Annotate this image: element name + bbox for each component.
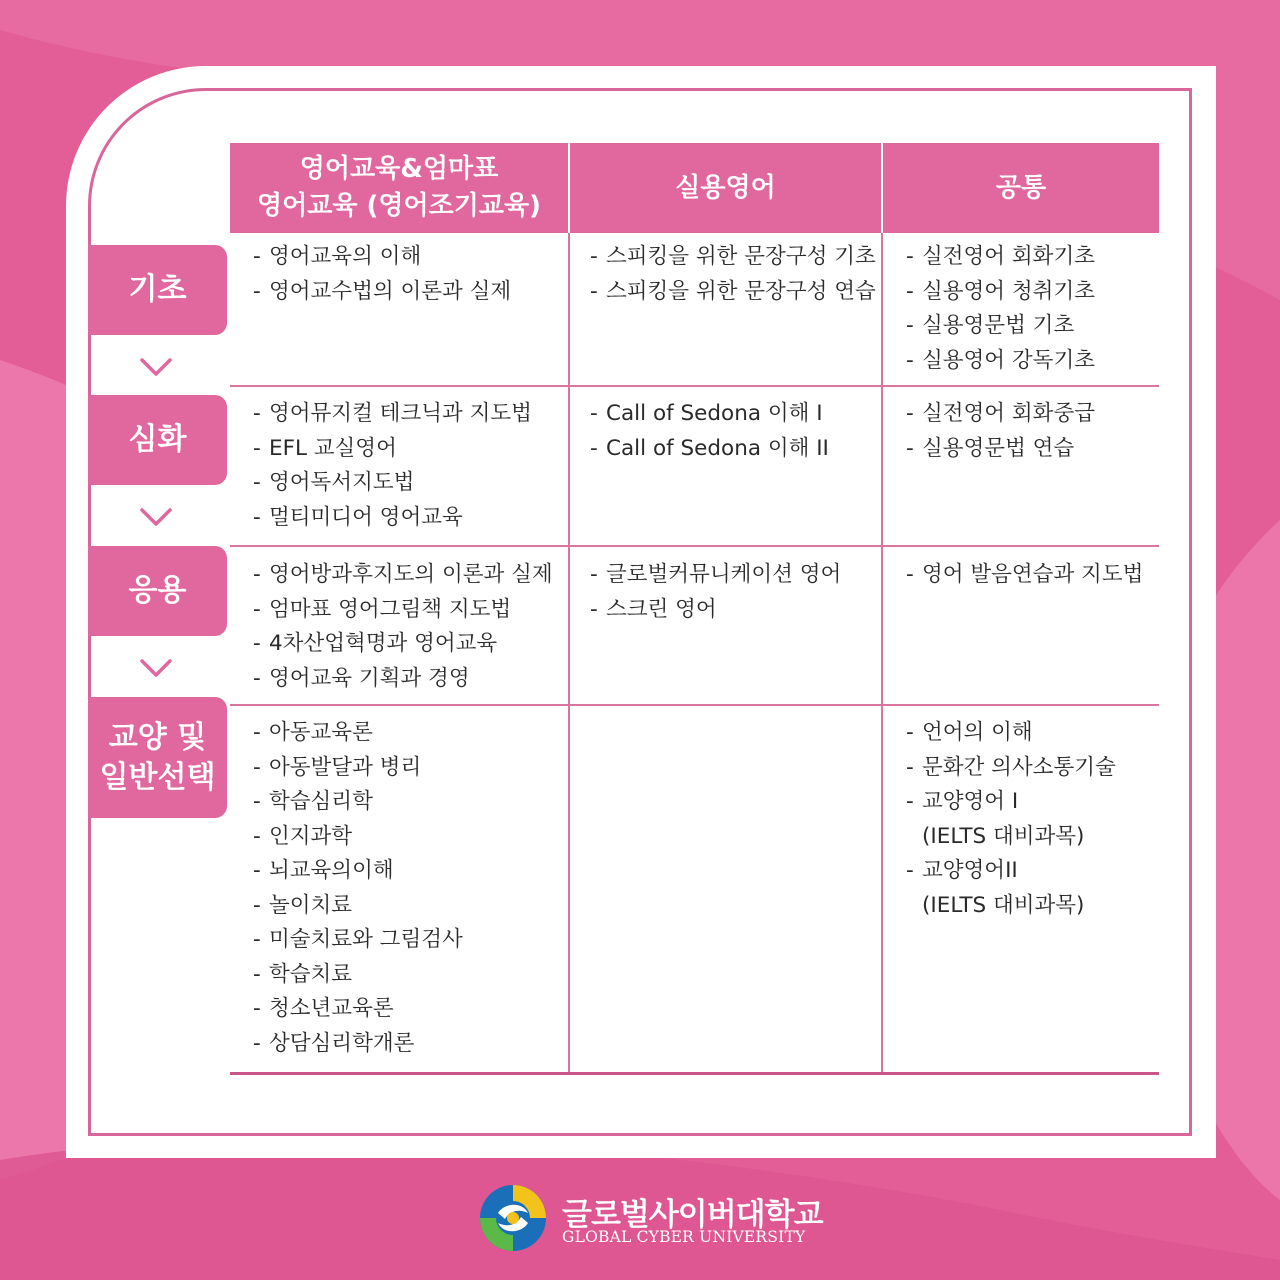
bullet-dash: - [253, 631, 261, 656]
cell-basic-practical-english [590, 240, 876, 309]
course-name: 실용영어 강독기초 [922, 347, 1095, 373]
bullet-dash: - [906, 858, 914, 883]
bullet-dash: - [253, 665, 261, 691]
course-list [253, 558, 563, 696]
course-name: 놀이치료 [269, 892, 353, 918]
bullet-dash: - [253, 858, 261, 883]
course-name: 상담심리학개론 [269, 1030, 415, 1056]
course-name: 아동교육론 [269, 720, 373, 745]
course-item [590, 275, 876, 310]
bullet-dash: - [253, 244, 261, 269]
course-item [253, 785, 563, 820]
course-name: 4차산업혁명과 영어교육 [269, 631, 498, 656]
course-item [906, 854, 1156, 889]
chevron-down-icon [139, 506, 173, 528]
course-item [253, 923, 563, 958]
bullet-dash: - [253, 996, 261, 1021]
column-header-common: 공통 [883, 143, 1159, 233]
cell-applied-common [906, 558, 1156, 593]
chevron-down-icon [139, 657, 173, 679]
course-item [906, 432, 1156, 467]
course-list [253, 716, 563, 1061]
course-name: 영어교육 기획과 경영 [269, 665, 470, 691]
course-name: 교양영어II [922, 858, 1018, 883]
course-item [590, 558, 876, 593]
university-logo [478, 1183, 823, 1255]
course-list [906, 240, 1156, 378]
course-list [590, 558, 876, 627]
row-divider [230, 545, 1159, 547]
bullet-dash: - [253, 720, 261, 745]
course-name: 뇌교육의이해 [269, 858, 394, 883]
bullet-dash: - [590, 562, 598, 587]
course-name: (IELTS 대비과목) [922, 892, 1085, 918]
course-item [590, 397, 876, 432]
course-name: 아동발달과 병리 [269, 754, 422, 780]
course-name: 엄마표 영어그림책 지도법 [269, 596, 512, 622]
table-bottom-border [230, 1072, 1159, 1075]
bullet-dash: - [253, 927, 261, 952]
stage-label-basic: 기초 [88, 245, 227, 335]
course-item [906, 716, 1156, 751]
course-name: 학습치료 [269, 961, 353, 987]
bullet-dash: - [590, 596, 598, 622]
course-item [253, 397, 563, 432]
bullet-dash: - [906, 789, 914, 814]
bullet-dash: - [253, 789, 261, 814]
course-name: 언어의 이해 [922, 720, 1033, 745]
course-item [253, 558, 563, 593]
cell-advanced-common [906, 397, 1156, 466]
bullet-dash: - [253, 470, 261, 495]
course-item [906, 344, 1156, 379]
cell-electives-common [906, 716, 1156, 923]
bullet-dash: - [906, 244, 914, 269]
course-item [253, 432, 563, 467]
course-name: 영어방과후지도의 이론과 실제 [269, 562, 553, 587]
course-list [906, 716, 1156, 923]
bullet-dash: - [253, 401, 261, 426]
course-item [253, 466, 563, 501]
course-name: EFL 교실영어 [269, 435, 397, 461]
bullet-dash: - [253, 278, 261, 304]
course-name: 청소년교육론 [269, 996, 394, 1021]
course-item [253, 662, 563, 697]
course-item [906, 275, 1156, 310]
course-item [906, 558, 1156, 593]
column-divider [881, 233, 883, 1073]
course-name: Call of Sedona 이해 I [606, 401, 823, 426]
course-list [590, 397, 876, 466]
course-item [590, 432, 876, 467]
stage-label-applied: 응용 [88, 546, 227, 636]
course-name: (IELTS 대비과목) [922, 823, 1085, 849]
university-name-korean: 글로벌사이버대학교 [562, 1197, 823, 1233]
course-item [906, 785, 1156, 820]
course-item [253, 275, 563, 310]
course-name: 스크린 영어 [606, 596, 717, 622]
bullet-dash: - [590, 278, 598, 304]
course-item [906, 240, 1156, 275]
bullet-dash: - [253, 562, 261, 587]
bullet-dash: - [253, 823, 261, 849]
university-logo-icon [478, 1183, 548, 1253]
course-name: 학습심리학 [269, 789, 373, 814]
course-name: 스피킹을 위한 문장구성 연습 [606, 278, 876, 304]
course-name: 실용영문법 기초 [922, 313, 1075, 338]
course-name: 교양영어 I [922, 789, 1019, 814]
cell-electives-english-education [253, 716, 563, 1061]
bullet-dash: - [590, 244, 598, 269]
university-name-english: GLOBAL CYBER UNIVERSITY [562, 1228, 806, 1246]
course-name: 멀티미디어 영어교육 [269, 504, 463, 530]
cell-advanced-english-education [253, 397, 563, 535]
course-name: 실용영어 청취기초 [922, 278, 1095, 304]
column-header-practical-english: 실용영어 [570, 143, 881, 233]
course-item [253, 958, 563, 993]
cell-basic-common [906, 240, 1156, 378]
course-item [253, 240, 563, 275]
bullet-dash: - [906, 313, 914, 338]
course-list [906, 397, 1156, 466]
course-item [253, 593, 563, 628]
bullet-dash: - [253, 1030, 261, 1056]
table-header [230, 143, 1159, 233]
course-list [253, 240, 563, 309]
course-name: 영어 발음연습과 지도법 [922, 562, 1144, 587]
course-item [906, 309, 1156, 344]
bullet-dash: - [253, 504, 261, 530]
bullet-dash: - [590, 435, 598, 461]
row-divider [230, 704, 1159, 706]
bullet-dash: - [253, 754, 261, 780]
course-list [590, 240, 876, 309]
course-item [253, 751, 563, 786]
course-item [590, 593, 876, 628]
cell-applied-english-education [253, 558, 563, 696]
bullet-dash: - [253, 435, 261, 461]
stage-label-general-electives: 교양 및 일반선택 [88, 697, 227, 818]
course-name: 글로벌커뮤니케이션 영어 [606, 562, 842, 587]
bullet-dash: - [906, 720, 914, 745]
bullet-dash: - [253, 961, 261, 987]
bullet-dash: - [906, 278, 914, 304]
course-name: 영어뮤지컬 테크닉과 지도법 [269, 401, 532, 426]
course-item [253, 1027, 563, 1062]
bullet-dash: - [906, 562, 914, 587]
chevron-down-icon [139, 356, 173, 378]
course-item [906, 397, 1156, 432]
course-name: 실전영어 회화중급 [922, 401, 1095, 426]
column-divider [568, 233, 570, 1073]
course-item [253, 501, 563, 536]
stage-label-advanced: 심화 [88, 395, 227, 485]
course-name: 영어교육의 이해 [269, 244, 422, 269]
bullet-dash: - [906, 754, 914, 780]
course-name: 영어독서지도법 [269, 470, 415, 495]
cell-advanced-practical-english [590, 397, 876, 466]
bullet-dash: - [253, 596, 261, 622]
course-name: 실용영문법 연습 [922, 435, 1075, 461]
course-item [253, 627, 563, 662]
course-name: 영어교수법의 이론과 실제 [269, 278, 512, 304]
course-name: 문화간 의사소통기술 [922, 754, 1116, 780]
course-name: Call of Sedona 이해 II [606, 435, 829, 461]
course-name: 미술치료와 그림검사 [269, 927, 463, 952]
column-header-english-education: 영어교육&엄마표 영어교육 (영어조기교육) [230, 143, 568, 233]
bullet-dash: - [906, 347, 914, 373]
course-item [253, 716, 563, 751]
course-item [253, 889, 563, 924]
bullet-dash: - [906, 435, 914, 461]
course-name: 스피킹을 위한 문장구성 기초 [606, 244, 876, 269]
cell-basic-english-education [253, 240, 563, 309]
course-item [906, 889, 1156, 924]
course-list [253, 397, 563, 535]
bullet-dash: - [590, 401, 598, 426]
course-name: 인지과학 [269, 823, 353, 849]
row-divider [230, 385, 1159, 387]
bullet-dash: - [253, 892, 261, 918]
course-item [253, 820, 563, 855]
bullet-dash: - [906, 401, 914, 426]
course-item [906, 820, 1156, 855]
course-item [906, 751, 1156, 786]
course-list [906, 558, 1156, 593]
course-name: 실전영어 회화기초 [922, 244, 1095, 269]
cell-applied-practical-english [590, 558, 876, 627]
course-item [253, 992, 563, 1027]
course-item [253, 854, 563, 889]
course-item [590, 240, 876, 275]
